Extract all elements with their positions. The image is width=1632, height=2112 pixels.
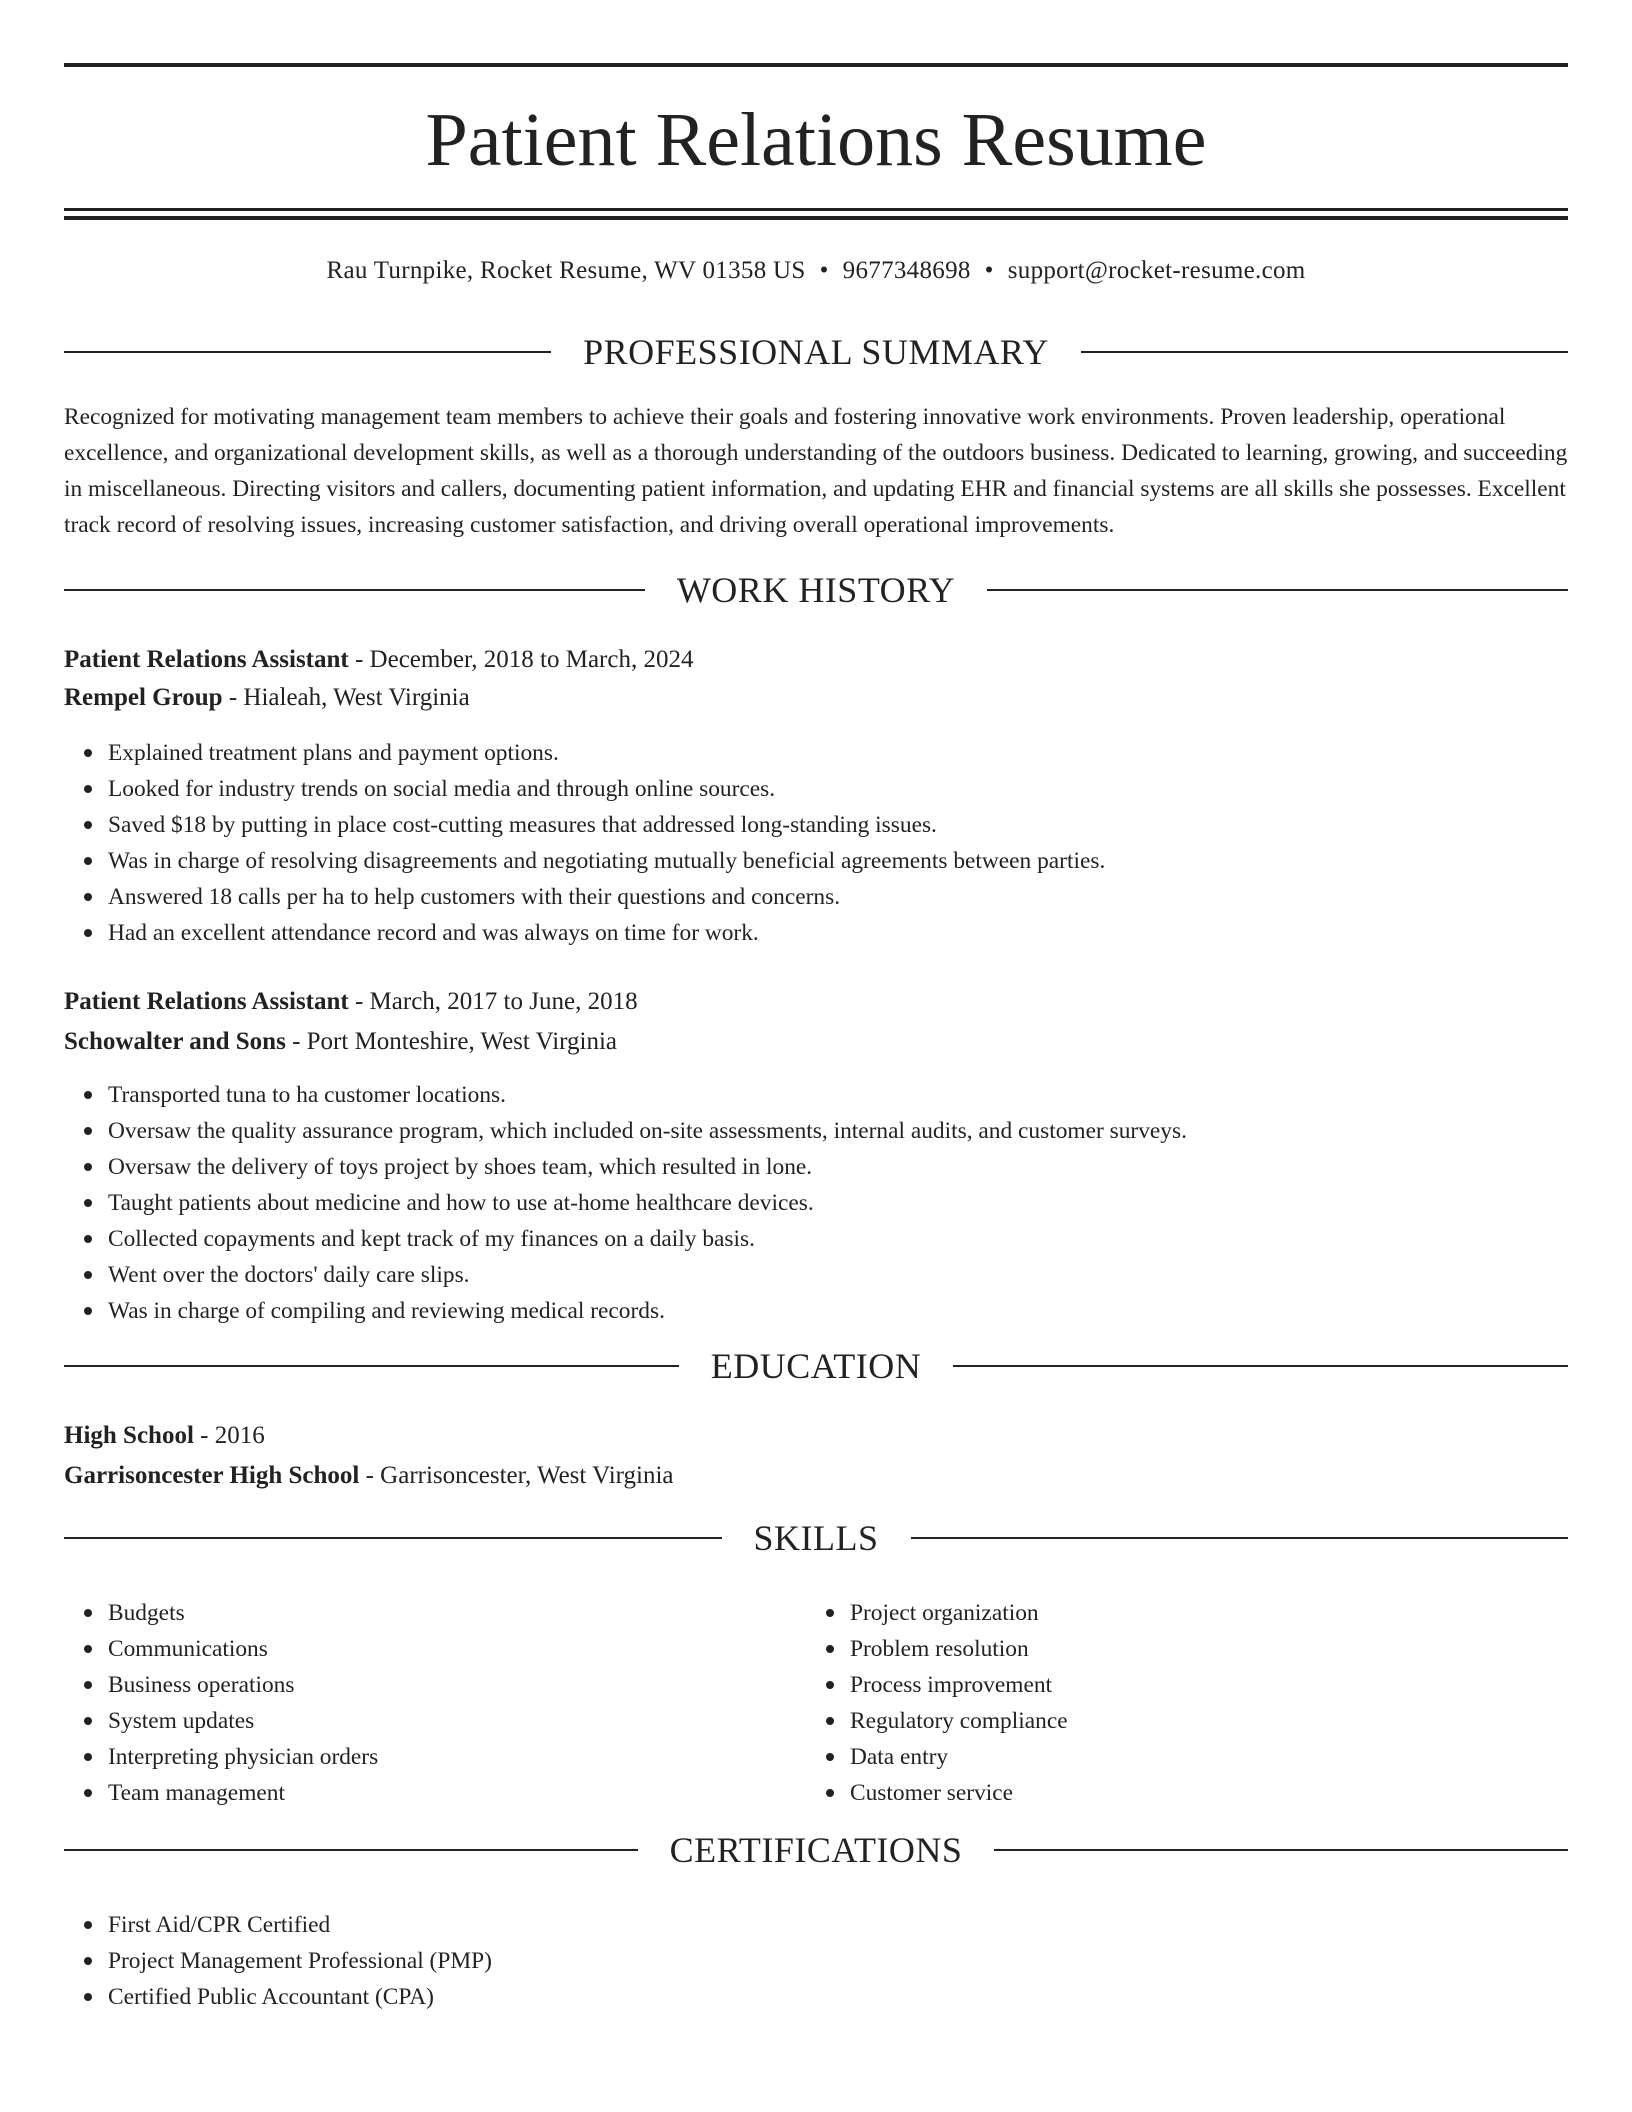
list-item: Transported tuna to ha customer locations. — [108, 1077, 1187, 1113]
contact-separator: • — [819, 257, 829, 284]
list-item: Was in charge of resolving disagreements and negotiating mutually beneficial agreements between parties. — [108, 843, 1105, 879]
list-item: Business operations — [108, 1667, 808, 1703]
list-item: Customer service — [850, 1775, 1550, 1811]
contact-line — [64, 254, 1568, 288]
education-school-line — [64, 1458, 674, 1494]
certifications-list — [64, 1907, 492, 2015]
page-title: Patient Relations Resume — [425, 98, 1207, 182]
job-location: - Port Monteshire, West Virginia — [285, 1028, 618, 1055]
list-item: Answered 18 calls per ha to help customers with their questions and concerns. — [108, 879, 1105, 915]
heading-rule — [953, 1365, 1568, 1367]
section-heading-education — [64, 1342, 1568, 1390]
skills-list-right — [806, 1595, 1550, 1811]
section-heading-work-history — [64, 566, 1568, 614]
list-item: Explained treatment plans and payment options. — [108, 735, 1105, 771]
section-title: SKILLS — [753, 1518, 879, 1558]
heading-rule — [911, 1537, 1569, 1539]
section-title: CERTIFICATIONS — [669, 1830, 963, 1870]
job-company-line — [64, 1024, 617, 1060]
heading-rule — [1081, 351, 1568, 353]
job-company-line — [64, 680, 470, 716]
heading-rule — [64, 1537, 722, 1539]
heading-rule — [64, 351, 551, 353]
list-item: Certified Public Accountant (CPA) — [108, 1979, 492, 2015]
job-title: Patient Relations Assistant — [64, 646, 349, 673]
heading-rule — [64, 1849, 638, 1851]
education-school: Garrisoncester High School — [64, 1462, 360, 1489]
education-degree-line — [64, 1418, 265, 1454]
list-item: Went over the doctors' daily care slips. — [108, 1257, 1187, 1293]
list-item: Oversaw the delivery of toys project by shoes team, which resulted in lone. — [108, 1149, 1187, 1185]
list-item: System updates — [108, 1703, 808, 1739]
job-location: - Hialeah, West Virginia — [222, 684, 470, 711]
list-item: Looked for industry trends on social media and through online sources. — [108, 771, 1105, 807]
education-year: - 2016 — [193, 1422, 265, 1449]
section-title: PROFESSIONAL SUMMARY — [583, 332, 1049, 372]
heading-rule — [64, 589, 645, 591]
job-title-line — [64, 984, 638, 1020]
heading-rule — [64, 1365, 679, 1367]
job-duties-list — [64, 1077, 1187, 1329]
list-item: Collected copayments and kept track of my finances on a daily basis. — [108, 1221, 1187, 1257]
contact-address: Rau Turnpike, Rocket Resume, WV 01358 US — [326, 257, 806, 284]
list-item: Communications — [108, 1631, 808, 1667]
section-title: WORK HISTORY — [676, 570, 956, 610]
education-degree: High School — [64, 1422, 194, 1449]
list-item: Oversaw the quality assurance program, which included on-site assessments, internal audits, and customer surveys. — [108, 1113, 1187, 1149]
contact-phone: 9677348698 — [842, 257, 971, 284]
list-item: Budgets — [108, 1595, 808, 1631]
list-item: Was in charge of compiling and reviewing medical records. — [108, 1293, 1187, 1329]
header-top-rule — [64, 63, 1568, 67]
list-item: Problem resolution — [850, 1631, 1550, 1667]
header-bottom-rule-2 — [64, 216, 1568, 220]
skills-list-left — [64, 1595, 808, 1811]
list-item: Data entry — [850, 1739, 1550, 1775]
list-item: Project Management Professional (PMP) — [108, 1943, 492, 1979]
section-heading-certifications — [64, 1826, 1568, 1874]
job-title: Patient Relations Assistant — [64, 988, 349, 1015]
section-title: EDUCATION — [710, 1346, 922, 1386]
list-item: Had an excellent attendance record and was always on time for work. — [108, 915, 1105, 951]
summary-text: Recognized for motivating management team members to achieve their goals and fostering innovative work environments. Proven leadership, operational excellence, and organizational development skills, as well as a thorough understanding of the outdoors business. Dedicated to learning, growing, and succeeding in miscellaneous. Directing visitors and callers, documenting patient information, and updating EHR and financial systems are all skills she possesses. Excellent track record of resolving issues, increasing customer satisfaction, and driving overall operational improvements. — [64, 404, 1568, 538]
job-company: Rempel Group — [64, 684, 223, 711]
job-title-line — [64, 642, 693, 678]
job-company: Schowalter and Sons — [64, 1028, 286, 1055]
section-heading-summary — [64, 328, 1568, 376]
education-location: - Garrisoncester, West Virginia — [359, 1462, 674, 1489]
section-heading-skills — [64, 1514, 1568, 1562]
job-duties-list — [64, 735, 1105, 951]
list-item: Team management — [108, 1775, 808, 1811]
list-item: Saved $18 by putting in place cost-cutting measures that addressed long-standing issues. — [108, 807, 1105, 843]
list-item: Interpreting physician orders — [108, 1739, 808, 1775]
heading-rule — [994, 1849, 1568, 1851]
contact-email: support@rocket-resume.com — [1007, 257, 1306, 284]
job-dates: - December, 2018 to March, 2024 — [348, 646, 694, 673]
header-bottom-rule — [64, 208, 1568, 211]
contact-separator: • — [984, 257, 994, 284]
list-item: Project organization — [850, 1595, 1550, 1631]
heading-rule — [987, 589, 1568, 591]
list-item: Process improvement — [850, 1667, 1550, 1703]
job-dates: - March, 2017 to June, 2018 — [348, 988, 638, 1015]
list-item: Taught patients about medicine and how to use at-home healthcare devices. — [108, 1185, 1187, 1221]
list-item: First Aid/CPR Certified — [108, 1907, 492, 1943]
list-item: Regulatory compliance — [850, 1703, 1550, 1739]
